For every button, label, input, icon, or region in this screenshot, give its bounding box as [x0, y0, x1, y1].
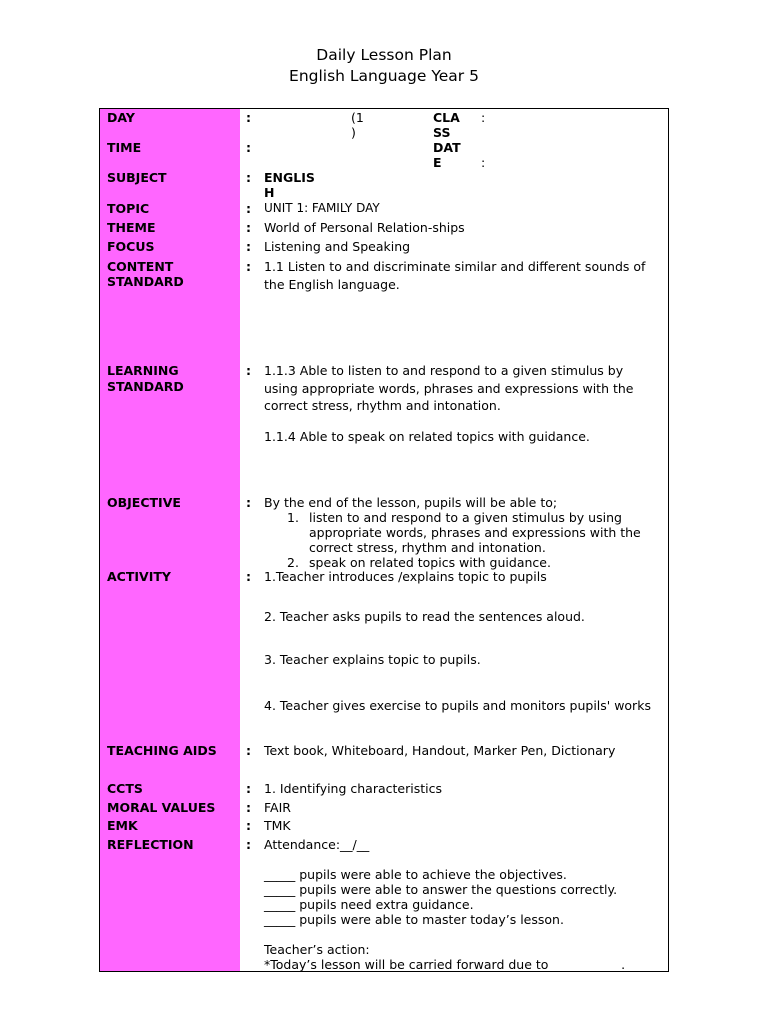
colon: :	[246, 569, 251, 584]
label-objective: OBJECTIVE	[107, 495, 181, 510]
colon: :	[246, 837, 251, 852]
label-teaching-aids: TEACHING AIDS	[107, 743, 217, 758]
objective-line: correct stress, rhythm and intonation.	[309, 540, 546, 555]
day-number-close: )	[351, 125, 356, 140]
objective-number: 2.	[287, 555, 299, 570]
date-label: DAT	[433, 140, 461, 155]
learning-standard-line: using appropriate words, phrases and expressions with the	[264, 381, 634, 396]
label-learning: LEARNING	[107, 363, 179, 378]
attendance-value: Attendance:__/__	[264, 837, 370, 852]
colon: :	[246, 781, 251, 796]
colon: :	[246, 110, 251, 125]
colon: :	[246, 140, 251, 155]
colon: :	[246, 495, 251, 510]
label-ccts: CCTS	[107, 781, 143, 796]
objective-line: listen to and respond to a given stimulus by using	[309, 510, 622, 525]
label-activity: ACTIVITY	[107, 569, 171, 584]
reflection-line: _____ pupils need extra guidance.	[264, 897, 474, 912]
colon: :	[246, 818, 251, 833]
objective-line: speak on related topics with guidance.	[309, 555, 551, 570]
label-subject: SUBJECT	[107, 170, 167, 185]
colon: :	[246, 239, 251, 254]
lesson-plan-table	[99, 108, 669, 972]
label-learning-standard: STANDARD	[107, 379, 184, 394]
topic-value: UNIT 1: FAMILY DAY	[264, 201, 380, 215]
objective-intro: By the end of the lesson, pupils will be able to;	[264, 495, 558, 510]
label-topic: TOPIC	[107, 201, 150, 216]
subject-value: ENGLIS	[264, 170, 315, 185]
objective-line: appropriate words, phrases and expressions with the	[309, 525, 641, 540]
learning-standard-line: correct stress, rhythm and intonation.	[264, 398, 501, 413]
page-title: Daily Lesson Plan	[316, 46, 452, 64]
emk-value: TMK	[264, 818, 291, 833]
label-theme: THEME	[107, 220, 156, 235]
label-day: DAY	[107, 110, 135, 125]
day-number: (1	[351, 110, 364, 125]
colon: :	[481, 155, 486, 170]
label-emk: EMK	[107, 818, 138, 833]
date-label-cont: E	[433, 155, 442, 170]
label-focus: FOCUS	[107, 239, 155, 254]
colon: :	[246, 800, 251, 815]
focus-value: Listening and Speaking	[264, 239, 411, 254]
colon: :	[246, 220, 251, 235]
objective-number: 1.	[287, 510, 299, 525]
label-time: TIME	[107, 140, 142, 155]
label-moral-values: MORAL VALUES	[107, 800, 216, 815]
colon: :	[481, 110, 486, 125]
activity-step: 3. Teacher explains topic to pupils.	[264, 652, 481, 667]
activity-step: 2. Teacher asks pupils to read the sentences aloud.	[264, 609, 585, 624]
reflection-line: _____ pupils were able to achieve the objectives.	[264, 867, 567, 882]
colon: :	[246, 201, 251, 216]
activity-step: 1.Teacher introduces /explains topic to pupils	[264, 569, 547, 584]
colon: :	[246, 259, 251, 274]
teacher-action-note: *Today’s lesson will be carried forward due to ___________.	[264, 957, 626, 972]
label-content: CONTENT	[107, 259, 174, 274]
reflection-line: _____ pupils were able to answer the questions correctly.	[264, 882, 618, 897]
page-subtitle: English Language Year 5	[289, 67, 479, 85]
colon: :	[246, 743, 251, 758]
teacher-action-label: Teacher’s action:	[264, 942, 370, 957]
label-content-standard: STANDARD	[107, 274, 184, 289]
class-label: CLA	[433, 110, 460, 125]
learning-standard-line: 1.1.4 Able to speak on related topics with guidance.	[264, 429, 590, 444]
class-label-cont: SS	[433, 125, 451, 140]
teaching-aids-value: Text book, Whiteboard, Handout, Marker Pen, Dictionary	[264, 743, 616, 758]
ccts-value: 1. Identifying characteristics	[264, 781, 442, 796]
colon: :	[246, 170, 251, 185]
moral-values-value: FAIR	[264, 800, 291, 815]
theme-value: World of Personal Relation-ships	[264, 220, 465, 235]
activity-step: 4. Teacher gives exercise to pupils and monitors pupils' works	[264, 698, 651, 713]
subject-value-cont: H	[264, 185, 275, 200]
label-reflection: REFLECTION	[107, 837, 194, 852]
content-standard-line: the English language.	[264, 277, 400, 292]
colon: :	[246, 363, 251, 378]
content-standard-line: 1.1 Listen to and discriminate similar and different sounds of	[264, 259, 646, 274]
reflection-line: _____ pupils were able to master today’s lesson.	[264, 912, 564, 927]
learning-standard-line: 1.1.3 Able to listen to and respond to a given stimulus by	[264, 363, 624, 378]
